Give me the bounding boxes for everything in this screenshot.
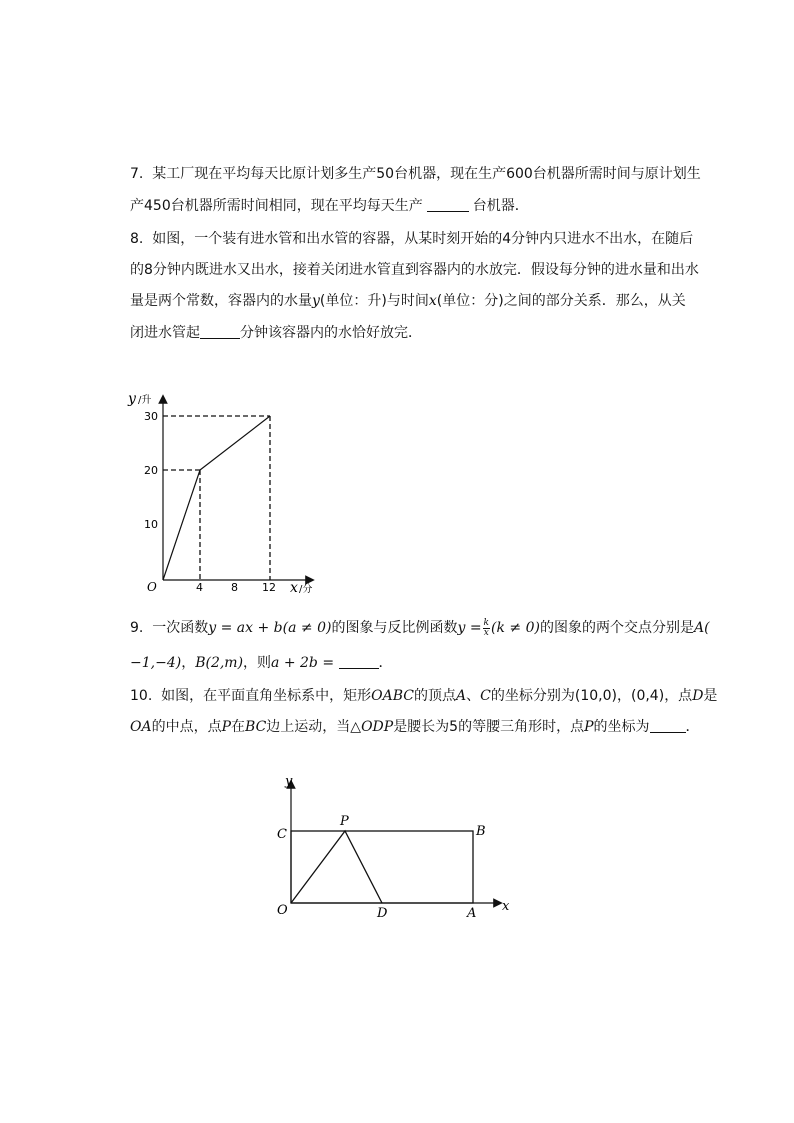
q9-expr-inverse-rhs: (k ≠ 0) bbox=[491, 620, 540, 636]
q9-point-a-end: −1,−4) bbox=[130, 655, 182, 671]
q9-text-a: 一次函数 bbox=[152, 620, 209, 636]
q10-coord-a: (10,0) bbox=[574, 688, 617, 704]
q8-number: 8. bbox=[130, 231, 144, 247]
q8-water-line bbox=[163, 416, 270, 580]
q10-text-1e: 是 bbox=[703, 688, 718, 704]
q10-label-x: x bbox=[502, 899, 510, 914]
q9-expr-inverse-lhs: y = bbox=[457, 620, 482, 636]
q10-text-1c: 的坐标分别为 bbox=[490, 688, 575, 704]
q10-figure bbox=[270, 770, 520, 920]
q10-text-2b: 在 bbox=[231, 719, 246, 735]
q8-text-line2: 的8分钟内既进水又出水，接着关闭进水管直到容器内的水放完．假设每分钟的进水量和出水 bbox=[130, 262, 699, 278]
q10-point-a: A bbox=[456, 688, 467, 704]
q10-point-p: P bbox=[221, 719, 232, 735]
q10-text-1a: 如图，在平面直角坐标系中，矩形 bbox=[161, 688, 372, 704]
q9-point-a-start: A( bbox=[693, 620, 710, 636]
q9-text-then: ，则 bbox=[243, 655, 272, 671]
q10-label-a: A bbox=[467, 906, 477, 920]
q9-expr-linear: y = ax + b(a ≠ 0) bbox=[208, 620, 332, 636]
q8-x-unit: /分 bbox=[299, 584, 313, 595]
q10-sep: 、 bbox=[466, 688, 481, 704]
q8-graph bbox=[118, 385, 328, 600]
q8-xtick-4: 4 bbox=[196, 581, 203, 594]
q7-text-line2a: 产450台机器所需时间相同，现在平均每天生产 bbox=[130, 198, 423, 214]
q10-triangle-symbol: △ bbox=[350, 719, 362, 735]
q9-number: 9. bbox=[130, 620, 144, 636]
q9-sep: ， bbox=[181, 655, 196, 671]
q10-label-p: P bbox=[340, 814, 349, 829]
q8-text-line1: 如图，一个装有进水管和出水管的容器，从某时刻开始的4分钟内只进水不出水，在随后 bbox=[152, 231, 694, 247]
q9-frac-num: k bbox=[483, 617, 490, 628]
q10-rect-name: OABC bbox=[371, 688, 415, 704]
q10-end: ． bbox=[685, 719, 700, 735]
q10-label-y: y bbox=[285, 774, 293, 789]
q8-xtick-12: 12 bbox=[262, 581, 276, 594]
q10-point-p-2: P bbox=[584, 719, 594, 735]
q9-text-c: 的图象的两个交点分别是 bbox=[539, 620, 694, 636]
q10-point-d: D bbox=[692, 688, 704, 704]
q10-answer-blank[interactable] bbox=[650, 718, 686, 733]
q8-var-x: x bbox=[428, 293, 437, 309]
q10-label-d: D bbox=[377, 906, 388, 920]
q9-frac-den: x bbox=[483, 627, 489, 638]
q8-text-line3a: 量是两个常数，容器内的水量 bbox=[130, 293, 312, 309]
q9-line2 bbox=[130, 653, 393, 673]
q8-text-line4a: 闭进水管起 bbox=[130, 325, 200, 341]
q8-line4 bbox=[130, 323, 422, 343]
q8-ytick-30: 30 bbox=[144, 410, 158, 423]
q9-point-b: B(2,m) bbox=[195, 655, 244, 671]
q10-text-2e: 的坐标为 bbox=[593, 719, 650, 735]
q8-text-line3c: (单位：分)之间的部分关系．那么，从关 bbox=[436, 293, 686, 309]
q8-y-unit: /升 bbox=[138, 395, 152, 406]
q8-answer-blank[interactable] bbox=[200, 324, 240, 339]
q10-seg-oa: OA bbox=[130, 719, 152, 735]
q10-line1 bbox=[130, 686, 717, 706]
q8-line3 bbox=[130, 291, 686, 311]
q9-fraction bbox=[483, 619, 490, 638]
q8-x-var: x bbox=[290, 580, 298, 596]
q10-label-c: C bbox=[277, 827, 287, 842]
q10-number: 10. bbox=[130, 688, 153, 704]
q8-var-y: y bbox=[312, 293, 320, 309]
q10-coord-c: (0,4) bbox=[630, 688, 665, 704]
q10-label-o: O bbox=[277, 903, 288, 918]
q7-text-line2b: 台机器． bbox=[472, 198, 529, 214]
q10-triangle-name: ODP bbox=[361, 719, 394, 735]
q7-line1 bbox=[130, 164, 701, 184]
q10-line2 bbox=[130, 717, 700, 737]
q8-y-var: y bbox=[128, 391, 136, 407]
q8-xtick-8: 8 bbox=[231, 581, 238, 594]
q9-expr-target: a + 2b = bbox=[271, 655, 335, 671]
q8-text-line4b: 分钟该容器内的水恰好放完． bbox=[240, 325, 422, 341]
q10-text-2a: 的中点，点 bbox=[151, 719, 222, 735]
q8-line2 bbox=[130, 260, 699, 280]
q10-seg-bc: BC bbox=[245, 719, 267, 735]
q10-comma: ， bbox=[616, 688, 631, 704]
q10-text-2c: 边上运动，当 bbox=[266, 719, 351, 735]
q9-answer-blank[interactable] bbox=[339, 654, 379, 669]
q9-line1 bbox=[130, 618, 710, 638]
q10-text-1d: ，点 bbox=[664, 688, 693, 704]
q8-line1 bbox=[130, 229, 693, 249]
q7-answer-blank[interactable] bbox=[427, 197, 469, 212]
q8-origin: O bbox=[147, 580, 157, 594]
q9-text-b: 的图象与反比例函数 bbox=[331, 620, 458, 636]
q10-text-1b: 的顶点 bbox=[414, 688, 457, 704]
q10-text-2d: 是腰长为5的等腰三角形时，点 bbox=[393, 719, 585, 735]
q10-label-b: B bbox=[476, 824, 486, 839]
q10-point-c: C bbox=[480, 688, 491, 704]
q8-ytick-10: 10 bbox=[144, 518, 158, 531]
q10-triangle-odp bbox=[291, 831, 382, 903]
q8-ytick-20: 20 bbox=[144, 464, 158, 477]
q7-line2 bbox=[130, 196, 529, 216]
q7-text-line1: 某工厂现在平均每天比原计划多生产50台机器，现在生产600台机器所需时间与原计划生 bbox=[152, 166, 701, 182]
q9-end: ． bbox=[378, 655, 393, 671]
q7-number: 7. bbox=[130, 166, 144, 182]
q8-text-line3b: (单位：升)与时间 bbox=[319, 293, 429, 309]
